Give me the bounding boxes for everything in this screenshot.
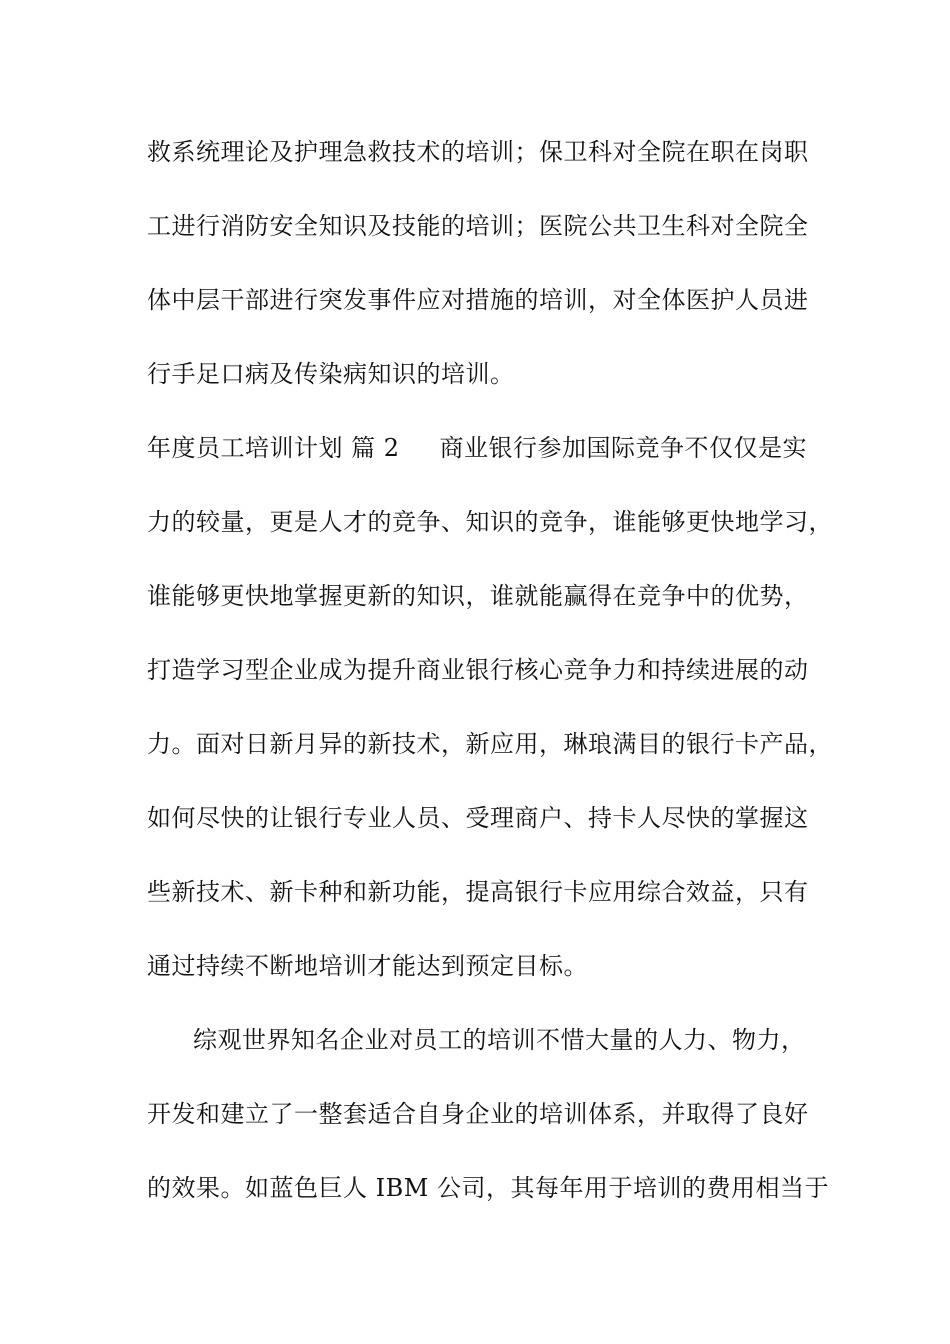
paragraph-line: 力的较量，更是人才的竞争、知识的竞争，谁能够更快地学习，: [147, 508, 833, 536]
paragraph-line: 救系统理论及护理急救技术的培训；保卫科对全院在职在岗职: [147, 138, 809, 166]
paragraph-line: 通过持续不断地培训才能达到预定目标。: [147, 952, 588, 980]
paragraph-line: 谁能够更快地掌握更新的知识，谁就能赢得在竞争中的优势，: [147, 582, 809, 610]
paragraph-line: 工进行消防安全知识及技能的培训；医院公共卫生科对全院全: [147, 212, 809, 240]
section-first-line: 商业银行参加国际竞争不仅仅是实: [439, 434, 808, 462]
paragraph-line: 行手足口病及传染病知识的培训。: [147, 360, 515, 388]
paragraph-line: 体中层干部进行突发事件应对措施的培训，对全体医护人员进: [147, 286, 809, 314]
paragraph-line: 综观世界知名企业对员工的培训不惜大量的人力、物力，: [193, 1026, 806, 1054]
paragraph-line: 开发和建立了一整套适合自身企业的培训体系，并取得了良好: [147, 1100, 809, 1128]
paragraph-line: 力。面对日新月异的新技术，新应用，琳琅满目的银行卡产品，: [147, 730, 833, 758]
section-heading-line: [147, 433, 847, 463]
paragraph-line: 打造学习型企业成为提升商业银行核心竞争力和持续进展的动: [147, 656, 809, 684]
paragraph-line: 的效果。如蓝色巨人 IBM 公司，其每年用于培训的费用相当于: [147, 1174, 829, 1202]
paragraph-line: 些新技术、新卡种和新功能，提高银行卡应用综合效益，只有: [147, 878, 809, 906]
section-heading: 年度员工培训计划 篇 2: [147, 434, 400, 462]
paragraph-line: 如何尽快的让银行专业人员、受理商户、持卡人尽快的掌握这: [147, 804, 809, 832]
